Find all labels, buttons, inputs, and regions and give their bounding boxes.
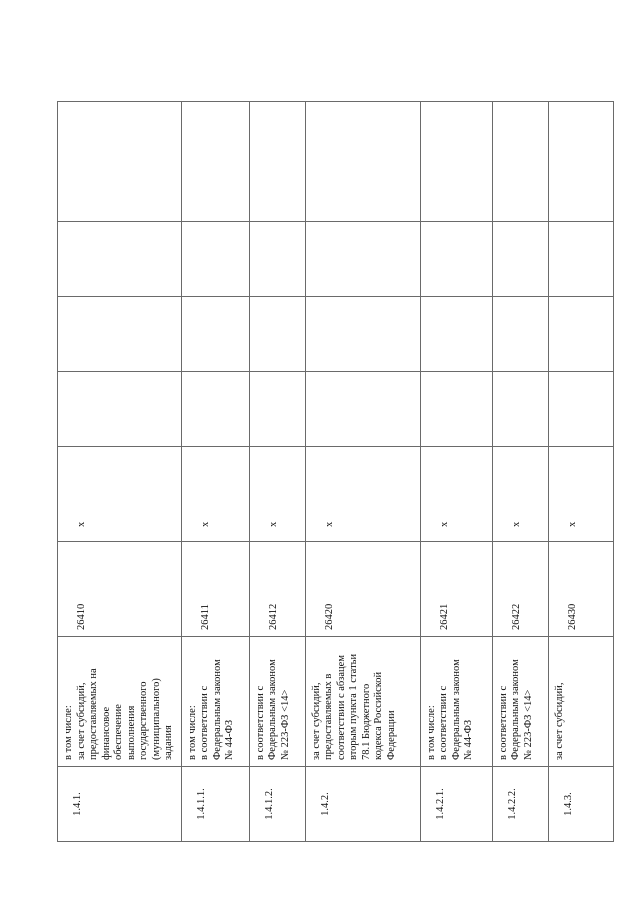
- row-mark-cell: x: [181, 447, 249, 542]
- row-mark-cell: x: [249, 447, 305, 542]
- description-line: в соответствии с: [497, 685, 509, 760]
- description-line: обеспечение: [113, 704, 124, 760]
- empty-value-cell: [181, 102, 249, 222]
- empty-value-cell: [492, 102, 548, 222]
- empty-value-cell: [181, 222, 249, 297]
- description-line: задания: [163, 725, 174, 760]
- empty-value-cell: [420, 297, 492, 372]
- empty-value-cell: [548, 297, 613, 372]
- row-number-cell: 1.4.2.2.: [492, 767, 548, 842]
- row-code-cell: 26421: [420, 542, 492, 637]
- description-line: в соответствии с: [254, 685, 266, 760]
- description-line: предоставляемых в: [323, 673, 334, 760]
- row-number-cell: 1.4.3.: [548, 767, 613, 842]
- row-number-cell: 1.4.2.: [305, 767, 420, 842]
- table-rotation-frame: [57, 102, 612, 842]
- empty-value-cell: [249, 222, 305, 297]
- row-description-cell: [181, 637, 249, 767]
- row-code-cell: 26430: [548, 542, 613, 637]
- row-code-cell: 26412: [249, 542, 305, 637]
- empty-value-cell: [548, 222, 613, 297]
- row-number-cell: 1.4.1.1.: [181, 767, 249, 842]
- empty-value-cell: [58, 372, 182, 447]
- rotated-table-container: [57, 102, 612, 842]
- table-row: [249, 102, 305, 842]
- empty-value-cell: [249, 372, 305, 447]
- description-line: финансовое: [100, 706, 112, 760]
- row-mark-cell: x: [548, 447, 613, 542]
- empty-value-cell: [420, 372, 492, 447]
- description-line: в том числе:: [425, 705, 437, 760]
- description-line: 78.1 Бюджетного: [360, 683, 372, 760]
- empty-value-cell: [305, 102, 420, 222]
- table-body: [58, 102, 614, 842]
- description-line: № 223-ФЗ <14>: [279, 689, 291, 760]
- description-line: № 44-ФЗ: [463, 719, 474, 760]
- description-line: за счет субсидий,: [310, 682, 322, 760]
- description-line: соответствии с абзацем: [335, 655, 347, 760]
- empty-value-cell: [58, 102, 182, 222]
- empty-value-cell: [548, 372, 613, 447]
- row-mark-cell: x: [420, 447, 492, 542]
- description-line: предоставляемых на: [88, 668, 99, 760]
- row-code-cell: 26420: [305, 542, 420, 637]
- table-row: [181, 102, 249, 842]
- empty-value-cell: [492, 222, 548, 297]
- row-code-cell: 26411: [181, 542, 249, 637]
- description-line: Федеральным законом: [211, 659, 223, 760]
- row-description-cell: [305, 637, 420, 767]
- row-description-cell: [492, 637, 548, 767]
- table-row: [305, 102, 420, 842]
- empty-value-cell: [492, 372, 548, 447]
- description-line: Федерации: [385, 710, 397, 760]
- description-line: кодекса Российской: [373, 671, 384, 760]
- description-line: в том числе:: [63, 705, 74, 760]
- description-line: государственного: [138, 681, 149, 760]
- row-number-cell: 1.4.1.: [58, 767, 182, 842]
- description-line: № 44-ФЗ: [224, 719, 235, 760]
- row-mark-cell: x: [492, 447, 548, 542]
- row-description-cell: [548, 637, 613, 767]
- row-number-cell: 1.4.1.2.: [249, 767, 305, 842]
- row-mark-cell: x: [58, 447, 182, 542]
- table-row: [492, 102, 548, 842]
- empty-value-cell: [420, 102, 492, 222]
- description-line: за счет субсидий,: [553, 682, 565, 760]
- empty-value-cell: [420, 222, 492, 297]
- table-row: [58, 102, 182, 842]
- description-line: (муниципального): [150, 678, 162, 760]
- row-description-cell: [58, 637, 182, 767]
- empty-value-cell: [492, 297, 548, 372]
- description-line: № 223-ФЗ <14>: [522, 689, 534, 760]
- empty-value-cell: [181, 372, 249, 447]
- empty-value-cell: [305, 222, 420, 297]
- table-row: [548, 102, 613, 842]
- row-description-cell: [420, 637, 492, 767]
- empty-value-cell: [249, 102, 305, 222]
- description-line: Федеральным законом: [510, 659, 521, 760]
- description-line: выполнения: [125, 705, 137, 760]
- empty-value-cell: [305, 297, 420, 372]
- row-mark-cell: x: [305, 447, 420, 542]
- description-line: в том числе:: [186, 705, 198, 760]
- empty-value-cell: [305, 372, 420, 447]
- description-line: в соответствии с: [438, 685, 449, 760]
- empty-value-cell: [181, 297, 249, 372]
- row-description-cell: [249, 637, 305, 767]
- row-code-cell: 26422: [492, 542, 548, 637]
- description-line: за счет субсидий,: [75, 682, 87, 760]
- row-number-cell: 1.4.2.1.: [420, 767, 492, 842]
- empty-value-cell: [548, 102, 613, 222]
- empty-value-cell: [58, 222, 182, 297]
- description-line: Федеральным законом: [450, 659, 462, 760]
- empty-value-cell: [249, 297, 305, 372]
- row-code-cell: 26410: [58, 542, 182, 637]
- description-line: Федеральным законом: [267, 659, 278, 760]
- empty-value-cell: [58, 297, 182, 372]
- description-line: вторым пункта 1 статьи: [348, 653, 359, 760]
- description-line: в соответствии с: [199, 685, 210, 760]
- financial-table: [57, 101, 614, 842]
- table-row: [420, 102, 492, 842]
